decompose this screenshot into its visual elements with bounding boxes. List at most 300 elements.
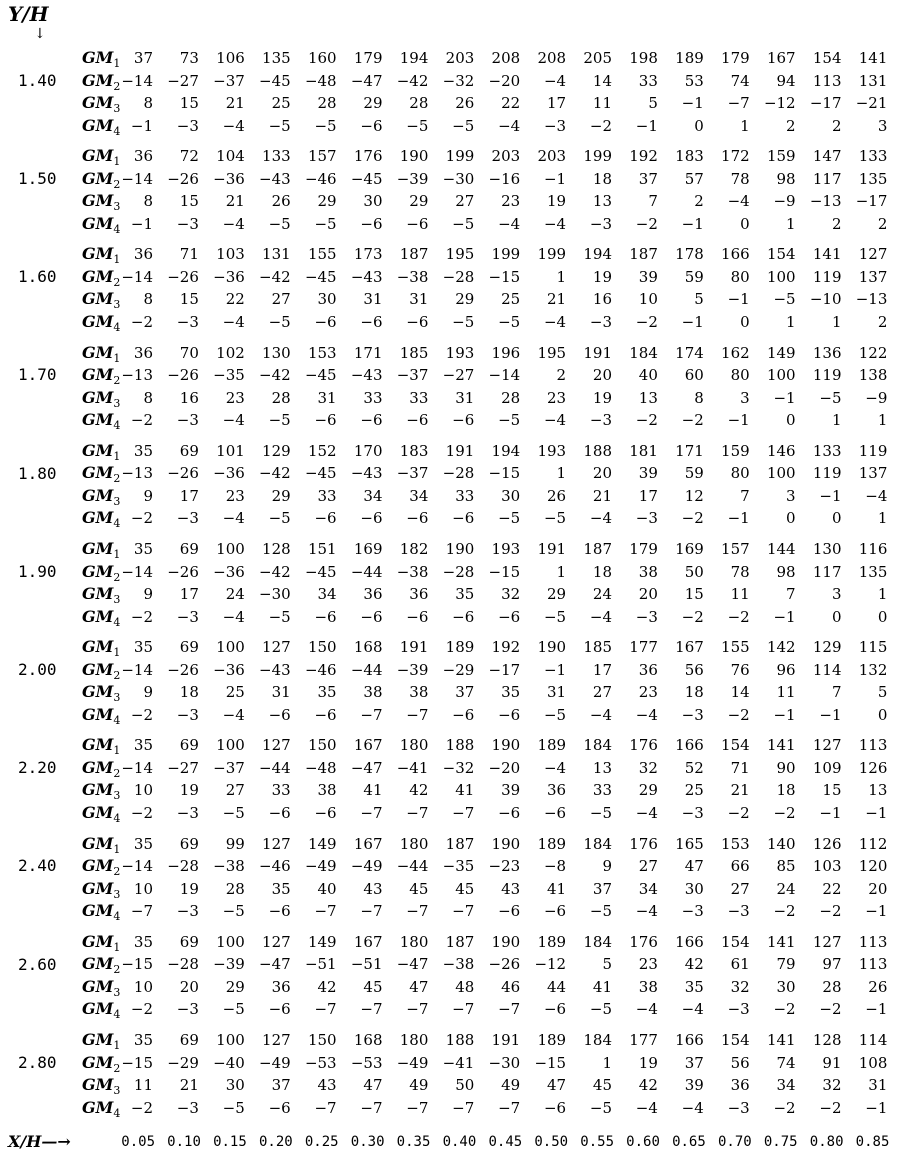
table-cell: −28: [167, 857, 199, 876]
table-cell: −2: [727, 607, 750, 626]
gm-subscript: 2: [113, 668, 121, 682]
table-cell: 33: [592, 781, 612, 800]
table-cell: 73: [179, 49, 199, 67]
gm-name: GM: [82, 561, 114, 581]
table-cell: 2: [556, 366, 567, 385]
table-cell: −20: [488, 71, 521, 90]
x-axis-tick: 0.15: [213, 1134, 247, 1150]
table-cell: 189: [537, 834, 567, 853]
table-cell: 18: [179, 683, 199, 702]
yh-value: 1.60: [18, 267, 57, 287]
x-axis-tick: 0.65: [672, 1134, 706, 1150]
table-cell: 78: [730, 562, 750, 581]
table-cell: 3: [786, 486, 796, 505]
gm-name: GM: [82, 342, 114, 362]
gm-name: GM: [82, 637, 114, 657]
gm-name: GM: [82, 931, 114, 951]
table-cell: −2: [130, 607, 153, 626]
table-cell: 32: [822, 1076, 842, 1094]
table-cell: −5: [498, 509, 521, 528]
table-cell: 157: [721, 540, 750, 558]
table-cell: −3: [176, 607, 199, 626]
gm-subscript: 3: [113, 200, 121, 214]
table-cell: −4: [635, 1000, 658, 1019]
table-cell: 94: [776, 71, 796, 90]
table-cell: −4: [222, 214, 245, 233]
table-cell: 1: [877, 585, 888, 603]
table-cell: 29: [409, 192, 429, 211]
table-cell: 10: [133, 781, 153, 800]
table-cell: −7: [452, 1000, 475, 1019]
table-row: [0, 953, 900, 975]
table-cell: −6: [268, 803, 291, 822]
table-cell: −1: [543, 660, 567, 679]
table-cell: −14: [121, 169, 153, 188]
table-cell: 35: [455, 585, 475, 603]
table-cell: −3: [589, 214, 612, 233]
table-cell: 180: [399, 1031, 429, 1049]
table-cell: 69: [179, 638, 199, 657]
table-cell: 8: [143, 192, 153, 211]
x-axis-tick: 0.80: [809, 1134, 844, 1150]
table-cell: 9: [143, 585, 153, 603]
table-cell: 133: [858, 147, 888, 166]
table-cell: −3: [176, 1000, 199, 1019]
table-cell: 71: [730, 758, 750, 777]
gm-name: GM: [82, 659, 114, 679]
table-cell: −49: [259, 1053, 291, 1072]
table-cell: 74: [776, 1053, 796, 1072]
gm-subscript: 4: [113, 713, 121, 727]
table-cell: 17: [179, 585, 199, 603]
table-cell: −7: [452, 803, 475, 822]
table-cell: 24: [592, 585, 612, 603]
table-cell: −15: [488, 267, 521, 286]
table-cell: 183: [675, 147, 704, 166]
gm-name: GM: [82, 1097, 114, 1117]
table-cell: 190: [491, 834, 521, 853]
gm-name: GM: [82, 802, 114, 822]
table-cell: −5: [222, 1098, 245, 1117]
table-cell: 100: [216, 540, 245, 558]
yh-value: 1.70: [18, 365, 57, 385]
table-cell: 176: [629, 834, 658, 853]
table-cell: −7: [406, 1098, 429, 1117]
table-cell: 69: [179, 441, 199, 460]
table-cell: 42: [638, 1076, 658, 1094]
table-cell: 22: [225, 290, 245, 309]
table-cell: −5: [452, 116, 475, 135]
table-cell: −6: [360, 509, 383, 528]
table-cell: 29: [271, 486, 291, 505]
table-cell: −5: [543, 705, 567, 724]
gm-subscript: 1: [113, 1039, 121, 1053]
table-cell: 31: [868, 1076, 888, 1094]
table-cell: 45: [409, 879, 429, 898]
table-cell: 29: [225, 977, 245, 996]
table-cell: 27: [225, 781, 245, 800]
table-cell: 21: [225, 192, 245, 211]
table-cell: −49: [350, 857, 383, 876]
table-cell: 36: [133, 343, 153, 362]
table-cell: −6: [543, 902, 567, 921]
table-cell: 24: [225, 585, 245, 603]
table-cell: 168: [353, 638, 383, 657]
table-cell: −5: [222, 902, 245, 921]
table-cell: −15: [488, 464, 521, 483]
gm-subscript: 3: [113, 887, 121, 901]
table-cell: 33: [317, 486, 337, 505]
table-cell: 35: [133, 441, 153, 460]
table-cell: 35: [271, 879, 291, 898]
table-cell: −51: [350, 955, 383, 974]
table-cell: 76: [730, 660, 750, 679]
table-cell: 179: [721, 49, 750, 67]
table-cell: 15: [179, 192, 199, 211]
table-cell: −4: [635, 705, 658, 724]
table-cell: 41: [547, 879, 567, 898]
table-cell: −5: [589, 1000, 612, 1019]
table-cell: 69: [179, 932, 199, 951]
table-cell: −4: [222, 509, 245, 528]
gm-name: GM: [82, 1075, 114, 1094]
table-cell: 27: [592, 683, 612, 702]
table-cell: −5: [268, 607, 291, 626]
table-cell: −1: [635, 116, 658, 135]
table-cell: 142: [766, 638, 796, 657]
table-cell: −6: [268, 1098, 291, 1117]
table-cell: −7: [314, 1098, 337, 1117]
table-cell: 7: [786, 585, 796, 603]
table-cell: 169: [353, 540, 383, 558]
table-cell: −3: [635, 509, 658, 528]
table-cell: 17: [592, 660, 612, 679]
table-row: [0, 168, 900, 190]
table-cell: 208: [537, 49, 567, 67]
table-cell: 176: [629, 736, 658, 755]
table-cell: 21: [547, 290, 567, 309]
table-cell: 66: [730, 857, 750, 876]
yh-group: [0, 734, 900, 826]
table-cell: 14: [730, 683, 750, 702]
table-cell: −35: [213, 366, 245, 385]
table-cell: −5: [268, 116, 291, 135]
table-cell: −5: [498, 411, 521, 430]
gm-name: GM: [82, 463, 114, 483]
table-cell: 2: [877, 312, 888, 331]
table-cell: −7: [130, 902, 153, 921]
table-cell: 191: [399, 638, 429, 657]
table-cell: 179: [353, 49, 383, 67]
table-cell: 187: [445, 834, 475, 853]
table-cell: −7: [406, 705, 429, 724]
table-row: [0, 145, 900, 167]
table-cell: −3: [176, 509, 199, 528]
table-cell: 140: [766, 834, 796, 853]
table-cell: 47: [684, 857, 704, 876]
table-cell: 167: [353, 736, 383, 755]
table-cell: 11: [133, 1076, 153, 1094]
table-cell: 180: [399, 834, 429, 853]
table-cell: −4: [681, 1000, 704, 1019]
table-cell: −5: [773, 290, 796, 309]
table-cell: −7: [406, 902, 429, 921]
table-row: [0, 243, 900, 265]
table-cell: 31: [455, 388, 475, 407]
table-cell: −42: [259, 464, 291, 483]
gm-subscript: 1: [113, 351, 121, 365]
gm-name: GM: [82, 539, 114, 558]
table-cell: −53: [304, 1053, 337, 1072]
table-row: [0, 606, 900, 628]
table-cell: 184: [583, 834, 612, 853]
gm-name: GM: [82, 266, 114, 286]
gm-name: GM: [82, 508, 114, 528]
table-cell: 80: [730, 366, 750, 385]
table-cell: −4: [543, 71, 567, 90]
table-cell: 69: [179, 1031, 199, 1049]
gm-name: GM: [82, 1052, 114, 1072]
table-cell: −2: [635, 214, 658, 233]
table-cell: −30: [442, 169, 475, 188]
gm-subscript: 3: [113, 494, 121, 508]
table-cell: −1: [681, 312, 704, 331]
table-row: [0, 998, 900, 1020]
table-cell: −42: [396, 71, 429, 90]
gm-subscript: 2: [113, 79, 121, 93]
table-cell: 184: [583, 736, 612, 755]
table-cell: 195: [445, 245, 475, 264]
table-cell: 135: [262, 49, 291, 67]
table-cell: 127: [858, 245, 888, 264]
table-cell: 35: [684, 977, 704, 996]
table-cell: −1: [865, 803, 888, 822]
table-cell: 127: [262, 1031, 291, 1049]
table-cell: 114: [858, 1031, 888, 1049]
table-cell: −29: [442, 660, 475, 679]
table-cell: 119: [812, 464, 842, 483]
table-cell: 2: [831, 214, 842, 233]
table-cell: 127: [262, 834, 291, 853]
gm-name: GM: [82, 878, 114, 898]
table-cell: 36: [547, 781, 567, 800]
table-cell: −39: [213, 955, 245, 974]
table-cell: −1: [865, 1000, 888, 1019]
table-cell: 192: [629, 147, 658, 166]
table-cell: 39: [684, 1076, 704, 1094]
table-cell: 15: [684, 585, 704, 603]
table-cell: −26: [167, 366, 199, 385]
table-cell: 114: [812, 660, 842, 679]
table-cell: −10: [809, 290, 842, 309]
table-cell: −26: [167, 267, 199, 286]
table-cell: −2: [130, 1000, 153, 1019]
table-cell: 33: [363, 388, 383, 407]
table-cell: 20: [179, 977, 199, 996]
table-cell: 0: [694, 116, 704, 135]
table-cell: −2: [681, 607, 704, 626]
table-cell: 122: [858, 343, 888, 362]
gm-subscript: 2: [113, 963, 121, 977]
table-cell: 101: [216, 441, 245, 460]
table-cell: −26: [167, 169, 199, 188]
table-cell: 100: [216, 1031, 245, 1049]
gm-name: GM: [82, 168, 114, 188]
table-cell: 43: [317, 1076, 337, 1094]
table-cell: −36: [213, 562, 245, 581]
table-cell: 128: [262, 540, 291, 558]
table-cell: 132: [858, 660, 888, 679]
table-cell: 0: [786, 509, 796, 528]
table-cell: 185: [583, 638, 612, 657]
table-cell: 0: [877, 705, 888, 724]
table-row: [0, 757, 900, 779]
table-cell: 190: [399, 147, 429, 166]
table-cell: −14: [121, 857, 153, 876]
table-cell: −6: [543, 803, 567, 822]
table-cell: 203: [445, 49, 475, 67]
table-cell: −1: [727, 509, 750, 528]
table-cell: 39: [501, 781, 521, 800]
table-row: [0, 342, 900, 364]
table-cell: 42: [317, 977, 337, 996]
table-cell: −3: [176, 705, 199, 724]
table-cell: 99: [225, 834, 245, 853]
gm-name: GM: [82, 856, 114, 876]
table-cell: 40: [638, 366, 658, 385]
x-axis-tick: 0.70: [717, 1134, 752, 1150]
table-cell: −15: [534, 1053, 567, 1072]
table-cell: −1: [773, 388, 796, 407]
table-cell: 25: [225, 683, 245, 702]
table-cell: −15: [121, 1053, 153, 1072]
table-cell: 109: [812, 758, 842, 777]
gm-name: GM: [82, 976, 114, 996]
table-cell: −14: [121, 71, 153, 90]
table-cell: 100: [216, 932, 245, 951]
table-cell: −6: [314, 509, 337, 528]
table-cell: 154: [721, 1031, 750, 1049]
x-axis-tick: 0.10: [167, 1134, 201, 1150]
table-row: [0, 213, 900, 235]
table-cell: 25: [271, 94, 291, 112]
table-cell: −5: [589, 1098, 612, 1117]
table-cell: −6: [543, 1000, 567, 1019]
table-cell: 113: [858, 736, 888, 755]
x-axis-tick: 0.40: [442, 1134, 477, 1150]
table-cell: −49: [396, 1053, 429, 1072]
table-cell: −27: [442, 366, 475, 385]
table-cell: −14: [121, 267, 153, 286]
table-cell: 22: [822, 879, 842, 898]
table-cell: 37: [684, 1053, 704, 1072]
table-cell: 127: [812, 932, 842, 951]
table-cell: 0: [877, 607, 888, 626]
table-cell: −36: [213, 169, 245, 188]
x-axis-tick: 0.35: [396, 1134, 431, 1150]
gm-name: GM: [82, 213, 114, 233]
table-cell: 23: [547, 388, 567, 407]
yh-value: 2.20: [18, 758, 57, 778]
table-cell: 36: [133, 147, 153, 166]
table-cell: 5: [648, 94, 658, 112]
table-cell: −5: [498, 312, 521, 331]
table-cell: −47: [350, 758, 383, 777]
table-cell: 191: [537, 540, 567, 558]
table-cell: −15: [121, 955, 153, 974]
yh-group: [0, 243, 900, 335]
yh-group: [0, 538, 900, 630]
gm-name: GM: [82, 365, 114, 385]
table-cell: 187: [399, 245, 429, 264]
table-cell: 26: [868, 977, 888, 996]
x-axis-tick: 0.75: [763, 1134, 798, 1150]
table-cell: 187: [629, 245, 658, 264]
table-cell: −1: [727, 411, 750, 430]
table-cell: 26: [271, 192, 291, 211]
table-cell: −5: [268, 214, 291, 233]
table-cell: 53: [684, 71, 704, 90]
table-cell: 193: [491, 540, 521, 558]
table-cell: −3: [176, 803, 199, 822]
table-cell: 33: [409, 388, 429, 407]
table-cell: −23: [488, 857, 521, 876]
table-cell: 24: [776, 879, 796, 898]
table-cell: 2: [831, 116, 842, 135]
table-cell: 119: [858, 441, 888, 460]
table-cell: −6: [498, 705, 521, 724]
table-cell: −44: [396, 857, 429, 876]
table-row: [0, 115, 900, 137]
gm-subscript: 1: [113, 449, 121, 463]
table-cell: −32: [442, 71, 475, 90]
table-cell: −14: [121, 562, 153, 581]
table-cell: 141: [812, 245, 842, 264]
table-cell: 49: [409, 1076, 429, 1094]
table-cell: −3: [727, 1098, 750, 1117]
table-cell: 155: [307, 245, 337, 264]
table-cell: −29: [167, 1053, 199, 1072]
table-cell: 37: [133, 49, 153, 67]
table-cell: 17: [638, 486, 658, 505]
table-cell: −4: [498, 116, 521, 135]
table-cell: 29: [317, 192, 337, 211]
table-cell: 69: [179, 834, 199, 853]
table-cell: 0: [740, 214, 750, 233]
table-cell: −4: [727, 192, 750, 211]
table-cell: 91: [822, 1053, 842, 1072]
table-cell: 1: [556, 267, 567, 286]
table-cell: 25: [684, 781, 704, 800]
table-cell: −6: [360, 411, 383, 430]
table-cell: 167: [766, 49, 796, 67]
table-cell: 106: [216, 49, 245, 67]
table-row: [0, 311, 900, 333]
x-axis-tick: 0.50: [534, 1134, 569, 1150]
table-cell: −28: [167, 955, 199, 974]
gm-name: GM: [82, 146, 114, 166]
table-cell: −46: [304, 169, 337, 188]
down-arrow-icon: ↓: [34, 26, 46, 42]
table-cell: 8: [143, 388, 153, 407]
gm-name: GM: [82, 682, 114, 702]
table-cell: −13: [121, 464, 153, 483]
table-row: [0, 976, 900, 998]
table-cell: 167: [675, 638, 704, 657]
yh-group: [0, 47, 900, 139]
table-cell: −48: [304, 758, 337, 777]
table-cell: −1: [819, 803, 842, 822]
